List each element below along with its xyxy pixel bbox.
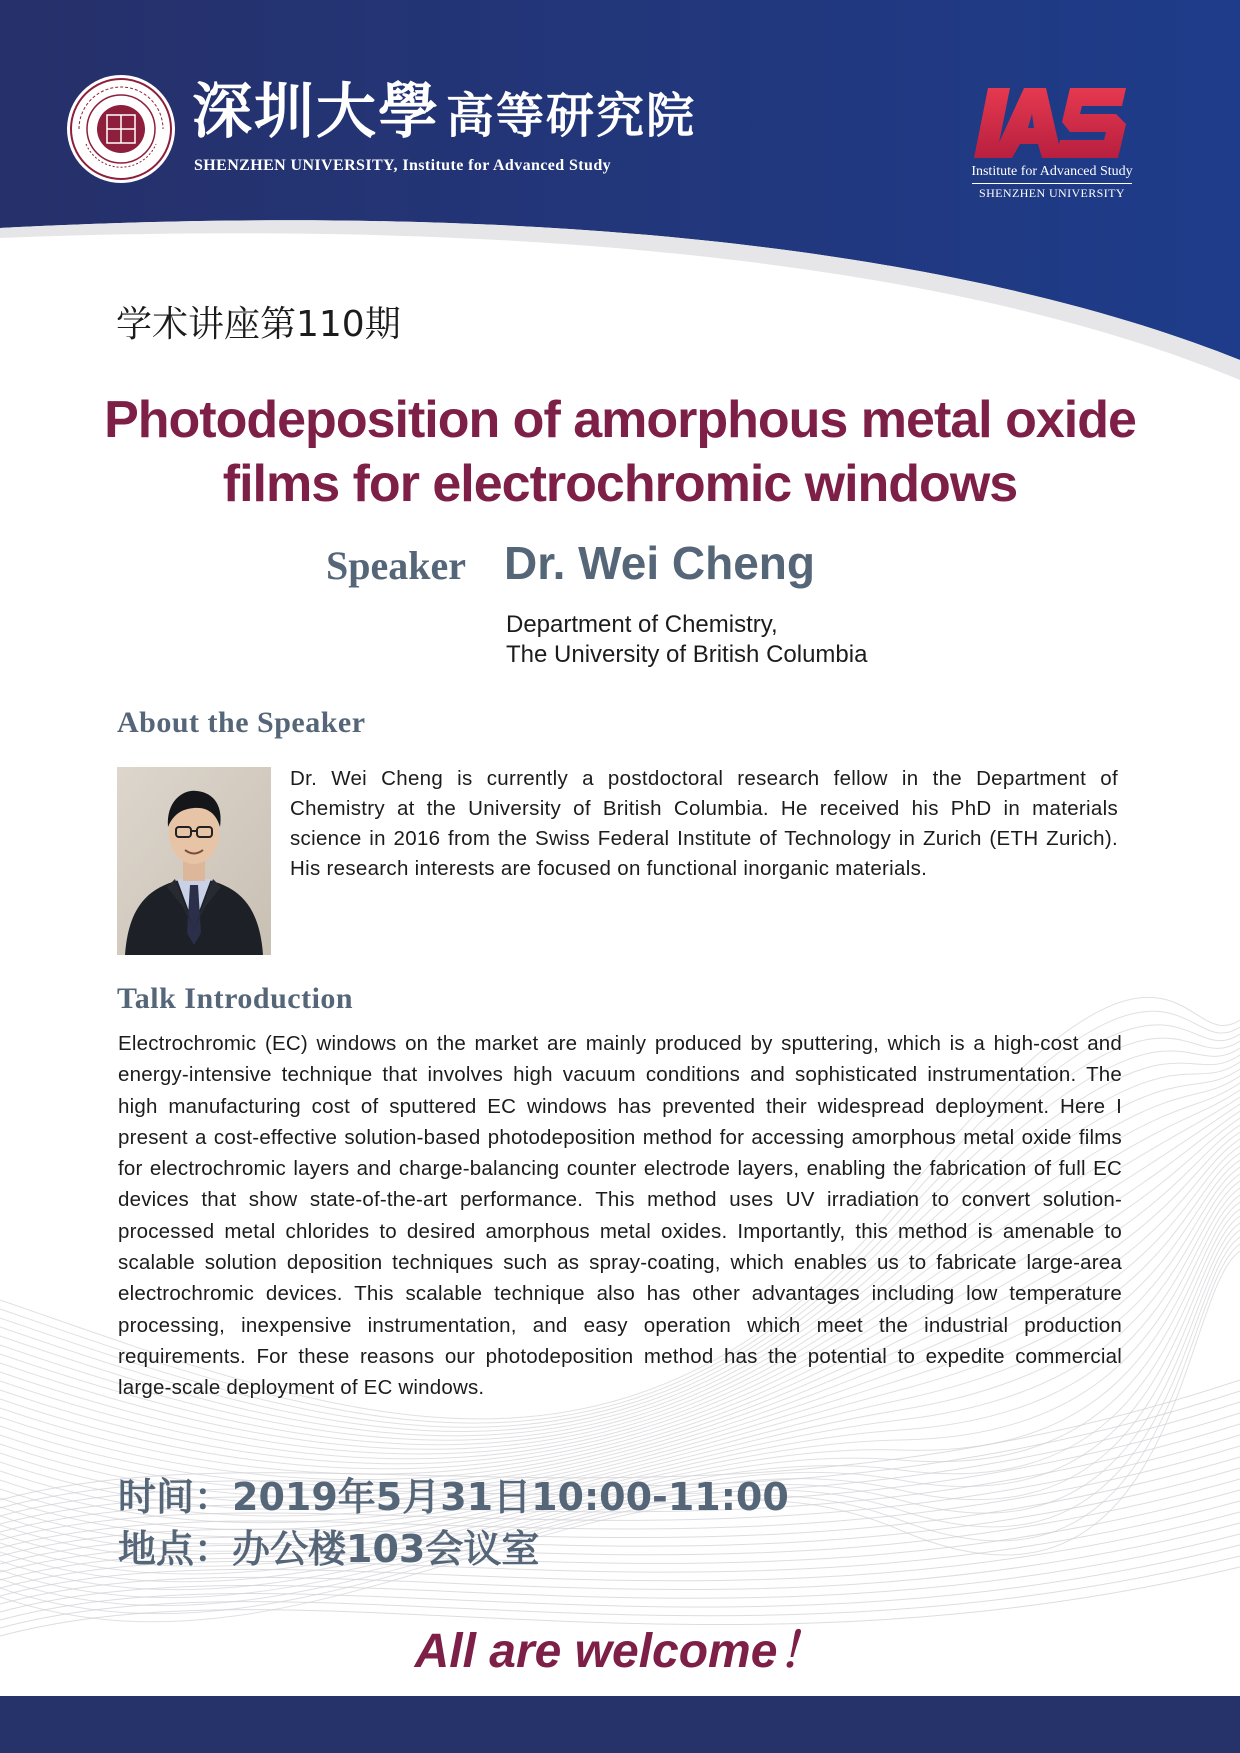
- speaker-name: Dr. Wei Cheng: [504, 537, 815, 589]
- affiliation-line-2: The University of British Columbia: [506, 641, 868, 668]
- about-speaker-heading: About the Speaker: [117, 706, 366, 739]
- ias-logo-line2: SHENZHEN UNIVERSITY: [979, 186, 1125, 200]
- ias-logo-line1: Institute for Advanced Study: [971, 164, 1133, 179]
- footer-band: [0, 1696, 1240, 1753]
- ias-logo-divider: [972, 183, 1132, 184]
- title-line-1: Photodeposition of amorphous metal oxide: [104, 391, 1136, 449]
- header-background: [0, 0, 1240, 420]
- speaker-bio: Dr. Wei Cheng is currently a postdoctoral research fellow in the Department of Chemistry at the University of British Columbia. He received his PhD in materials science in 2016 from the Swiss Federal Institute of Technology in Zurich (ETH Zurich). His research interests are focused on functional inorganic materials.: [290, 767, 1118, 880]
- talk-abstract: Electrochromic (EC) windows on the market are mainly produced by sputtering, which is a high-cost and energy-intensive technique that involves high vacuum conditions and sophisticated instrumentation. The high manufacturing cost of sputtered EC windows has prevented their widespread deployment. Here I present a cost-effective solution-based photodeposition method for accessing amorphous metal oxide films for electrochromic layers and charge-balancing counter electrode layers, enabling the fabrication of full EC devices that show state-of-the-art performance. This method uses UV irradiation to convert solution-processed metal chlorides to desired amorphous metal oxides. Importantly, this method is amenable to scalable solution deposition techniques such as spray-coating, which enables us to fabricate large-area electrochromic devices. This scalable technique also has other advantages including low temperature processing, inexpensive instrumentation, and easy operation which meet the industrial production requirements. For these reasons our photodeposition method has the potential to expedite commercial large-scale deployment of EC windows.: [118, 1032, 1122, 1400]
- lecture-title: [60, 388, 1180, 516]
- header-band: [0, 0, 1240, 420]
- institute-cn-text: 高等研究院: [446, 88, 697, 144]
- talk-introduction-heading: Talk Introduction: [117, 982, 354, 1015]
- welcome-message: All are welcome！: [414, 1625, 826, 1678]
- lecture-issue: 学术讲座第110期: [116, 304, 401, 345]
- university-name-en: SHENZHEN UNIVERSITY, Institute for Advanced Study: [194, 157, 612, 174]
- speaker-affiliation: [506, 610, 867, 670]
- event-time: 时间：2019年5月31日10:00-11:00: [118, 1475, 789, 1519]
- speaker-label: Speaker: [326, 543, 466, 588]
- affiliation-line-1: Department of Chemistry,: [506, 611, 778, 638]
- event-place: 地点：办公楼103会议室: [118, 1527, 540, 1571]
- university-name-cn: [192, 77, 697, 147]
- speaker-photo: [117, 767, 271, 955]
- title-line-2: films for electrochromic windows: [222, 455, 1018, 513]
- university-cn-text: 深圳大學: [192, 77, 440, 147]
- university-seal: [66, 74, 176, 184]
